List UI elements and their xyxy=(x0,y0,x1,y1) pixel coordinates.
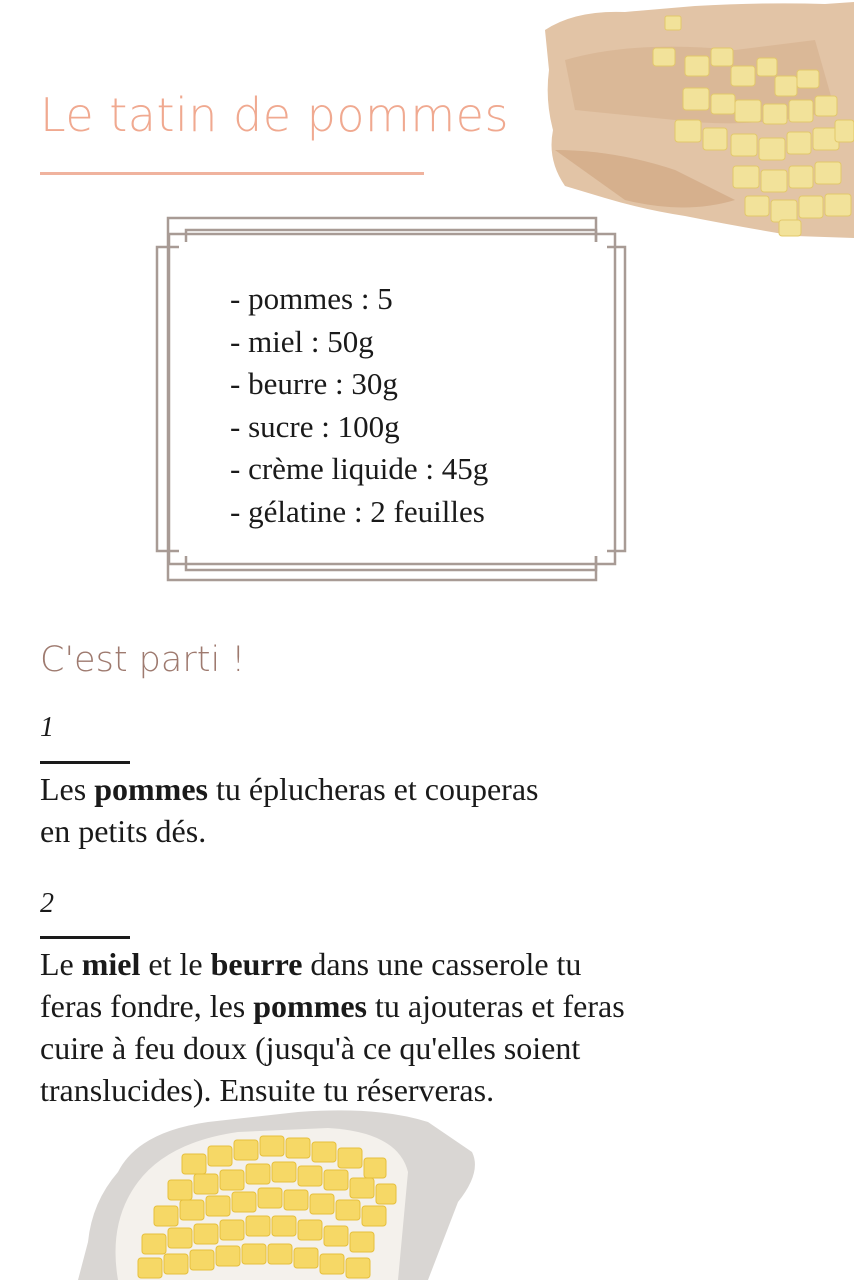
ingredient-item: - pommes : 5 xyxy=(230,281,393,316)
page-title: Le tatin de pommes xyxy=(40,88,509,142)
step-text xyxy=(40,943,625,1111)
title-underline xyxy=(40,172,424,175)
step-number: 1 xyxy=(40,712,54,743)
cooked-apples-photo xyxy=(78,1092,482,1280)
step-line: Le miel et le beurre dans une casserole tu xyxy=(40,946,582,982)
step-text xyxy=(40,768,538,852)
diced-apples-board-photo xyxy=(535,0,854,240)
ingredient-item: - miel : 50g xyxy=(230,323,374,359)
step-line: translucides). Ensuite tu réserveras. xyxy=(40,1072,495,1108)
section-title: C'est parti ! xyxy=(40,640,246,680)
step-line: Les pommes tu éplucheras et couperas xyxy=(40,771,539,807)
ingredients-list xyxy=(230,278,488,533)
ingredient-item: - sucre : 100g xyxy=(230,408,400,444)
ingredient-item: - beurre : 30g xyxy=(230,366,398,401)
step-underline xyxy=(40,936,130,939)
step-underline xyxy=(40,761,130,764)
step-line: cuire à feu doux (jusqu'à ce qu'elles soient xyxy=(40,1030,581,1066)
step-line: en petits dés. xyxy=(40,813,207,849)
ingredient-item: - gélatine : 2 feuilles xyxy=(230,493,485,529)
step-line: feras fondre, les pommes tu ajouteras et feras xyxy=(40,988,625,1024)
step-number: 2 xyxy=(40,888,54,919)
ingredient-item: - crème liquide : 45g xyxy=(230,451,489,486)
